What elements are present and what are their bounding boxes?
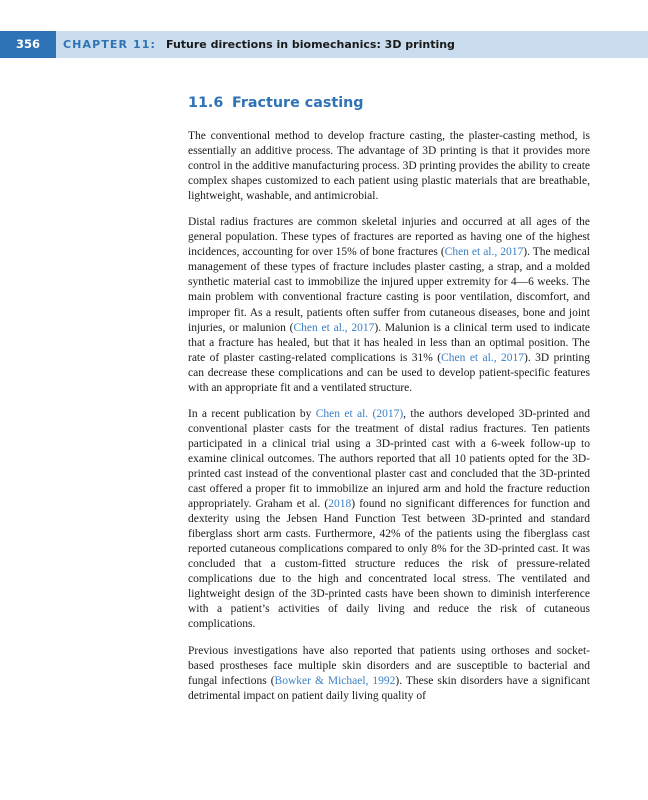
paragraph-2-text-c: ). Malunion is a clinical term used to indicate that a fracture has healed, but that it has healed in less than an optimal position. The rate of plaster casting-related complications is 31% ( <box>188 321 591 364</box>
chapter-title: Future directions in biomechanics: 3D printing <box>166 38 455 51</box>
citation-link[interactable]: Chen et al., 2017 <box>441 351 524 364</box>
page-number: 356 <box>0 31 56 58</box>
paragraph-4-text-b: ). These skin disorders have a significant detrimental impact on patient daily living quality of <box>188 674 590 702</box>
section-number: 11.6 <box>188 95 224 111</box>
paragraph-4-text-a: Previous investigations have also reported that patients using orthoses and socket-based prostheses face multiple skin disorders and are susceptible to bacterial and fungal infections ( <box>188 644 590 687</box>
chapter-label: CHAPTER 11: <box>63 38 156 51</box>
paragraph-2-text-d: ). 3D printing can decrease these complications and can be used to develop patient-specific features with an appropriate fit and a ventilated structure. <box>188 351 590 394</box>
citation-link[interactable]: Chen et al., 2017 <box>293 321 375 334</box>
page-content <box>188 92 590 715</box>
paragraph-3-text-c: ) found no significant differences for function and dexterity using the Jebsen Hand Function Test between 3D-printed and standard fiberglass short arm casts. Furthermore, 42% of the patients using the fiberglass cast reported cutaneous complications compared to only 8% for the 3D-printed cast. It was concluded that a custom-fitted structure reduces the risk of pressure-related complications due to the high and concentrated local stress. The ventilated and lightweight design of the 3D-printed casts have been shown to diminish interference with a patient’s activities of daily living and reduce the risk of cutaneous complications. <box>188 498 590 631</box>
section-title: Fracture casting <box>232 95 364 111</box>
citation-link[interactable]: Bowker & Michael, 1992 <box>274 674 396 687</box>
paragraph-3 <box>188 407 590 633</box>
paragraph-3-text-a: In a recent publication by <box>188 407 316 420</box>
citation-link[interactable]: Chen et al. (2017) <box>315 407 404 420</box>
paragraph-2 <box>188 215 590 396</box>
section-heading <box>188 92 590 114</box>
running-header <box>0 31 648 58</box>
citation-link[interactable]: 2018 <box>328 498 352 511</box>
paragraph-2-text-b: ). The medical management of these types of fracture includes plaster casting, a strap, and a molded synthetic material cast to immobilize the injured upper extremity for 4—6 weeks. The main problem with conventional fracture casting is poor ventilation, discomfort, and improper fit. As a result, patients often suffer from cutaneous diseases, bone and joint injuries, or malunion ( <box>188 246 590 334</box>
citation-link[interactable]: Chen et al., 2017 <box>444 246 524 259</box>
paragraph-4 <box>188 644 590 704</box>
paragraph-2-text-a: Distal radius fractures are common skeletal injuries and occurred at all ages of the general population. These types of fractures are reported as having one of the highest incidences, accounting for over 15% of bone fractures ( <box>188 216 590 259</box>
paragraph-1: The conventional method to develop fracture casting, the plaster-casting method, is essentially an additive process. The advantage of 3D printing is that it provides more control in the additive manufacturing process. 3D printing provides the ability to create complex shapes customized to each patient using plastic materials that are breathable, lightweight, washable, and antimicrobial. <box>188 130 590 203</box>
paragraph-3-text-b: , the authors developed 3D-printed and conventional plaster casts for the treatment of distal radius fractures. Ten patients participated in a clinical trial using a 3D-printed cast with a 6-week follow-up to examine clinical outcomes. The authors reported that all 10 patients opted for the 3D-printed cast instead of the conventional plaster cast and concluded that the 3D-printed cast offered a proper fit to immobilize an injured arm and hold the fracture reduction appropriately. Graham et al. ( <box>188 407 590 511</box>
